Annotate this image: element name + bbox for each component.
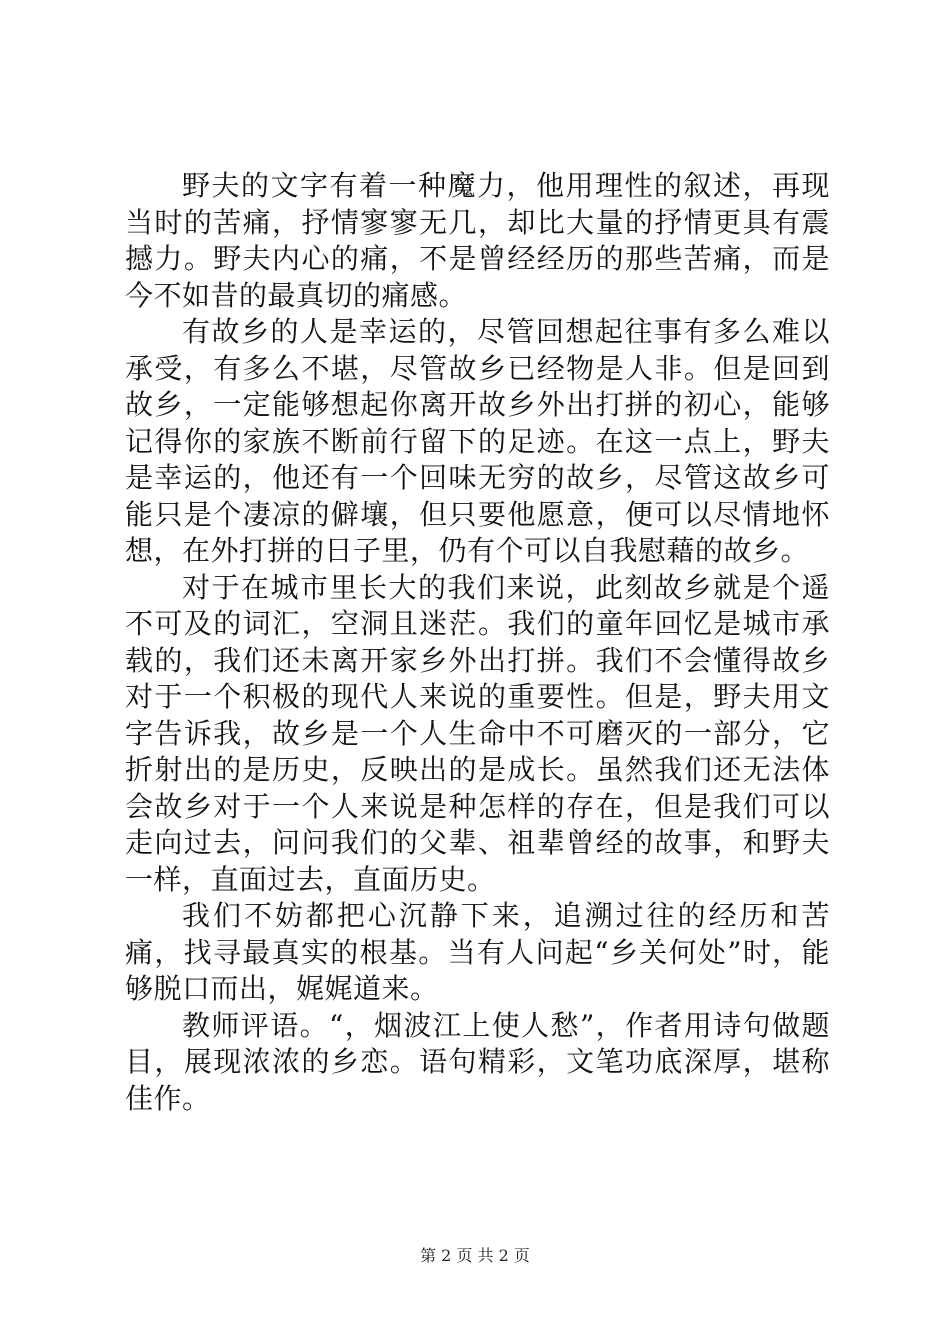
paragraph-4: 我们不妨都把心沉静下来，追溯过往的经历和苦痛，找寻最真实的根基。当有人问起“乡关何处”时，能够脱口而出，娓娓道来。 <box>125 899 830 1005</box>
paragraph-1: 野夫的文字有着一种魔力，他用理性的叙述，再现当时的苦痛，抒情寥寥无几，却比大量的抒情更具有震撼力。野夫内心的痛，不是曾经经历的那些苦痛，而是今不如昔的最真切的痛感。 <box>125 169 830 312</box>
document-body <box>125 168 830 1117</box>
paragraph-2: 有故乡的人是幸运的，尽管回想起往事有多么难以承受，有多么不堪，尽管故乡已经物是人非。但是回到故乡，一定能够想起你离开故乡外出打拼的初心，能够记得你的家族不断前行留下的足迹。在这一点上，野夫是幸运的，他还有一个回味无穷的故乡，尽管这故乡可能只是个凄凉的僻壤，但只要他愿意，便可以尽情地怀想，在外打拼的日子里，仍有个可以自我慰藉的故乡。 <box>125 315 830 567</box>
paragraph-3: 对于在城市里长大的我们来说，此刻故乡就是个遥不可及的词汇，空洞且迷茫。我们的童年回忆是城市承载的，我们还未离开家乡外出打拼。我们不会懂得故乡对于一个积极的现代人来说的重要性。但是，野夫用文字告诉我，故乡是一个人生命中不可磨灭的一部分，它折射出的是历史，反映出的是成长。虽然我们还无法体会故乡对于一个人来说是种怎样的存在，但是我们可以走向过去，问问我们的父辈、祖辈曾经的故事，和野夫一样，直面过去，直面历史。 <box>125 570 830 896</box>
page-footer: 第 2 页 共 2 页 <box>420 1246 530 1265</box>
paragraph-5: 教师评语。“，烟波江上使人愁”，作者用诗句做题目，展现浓浓的乡恋。语句精彩，文笔功底深厚，堪称佳作。 <box>125 1008 830 1115</box>
